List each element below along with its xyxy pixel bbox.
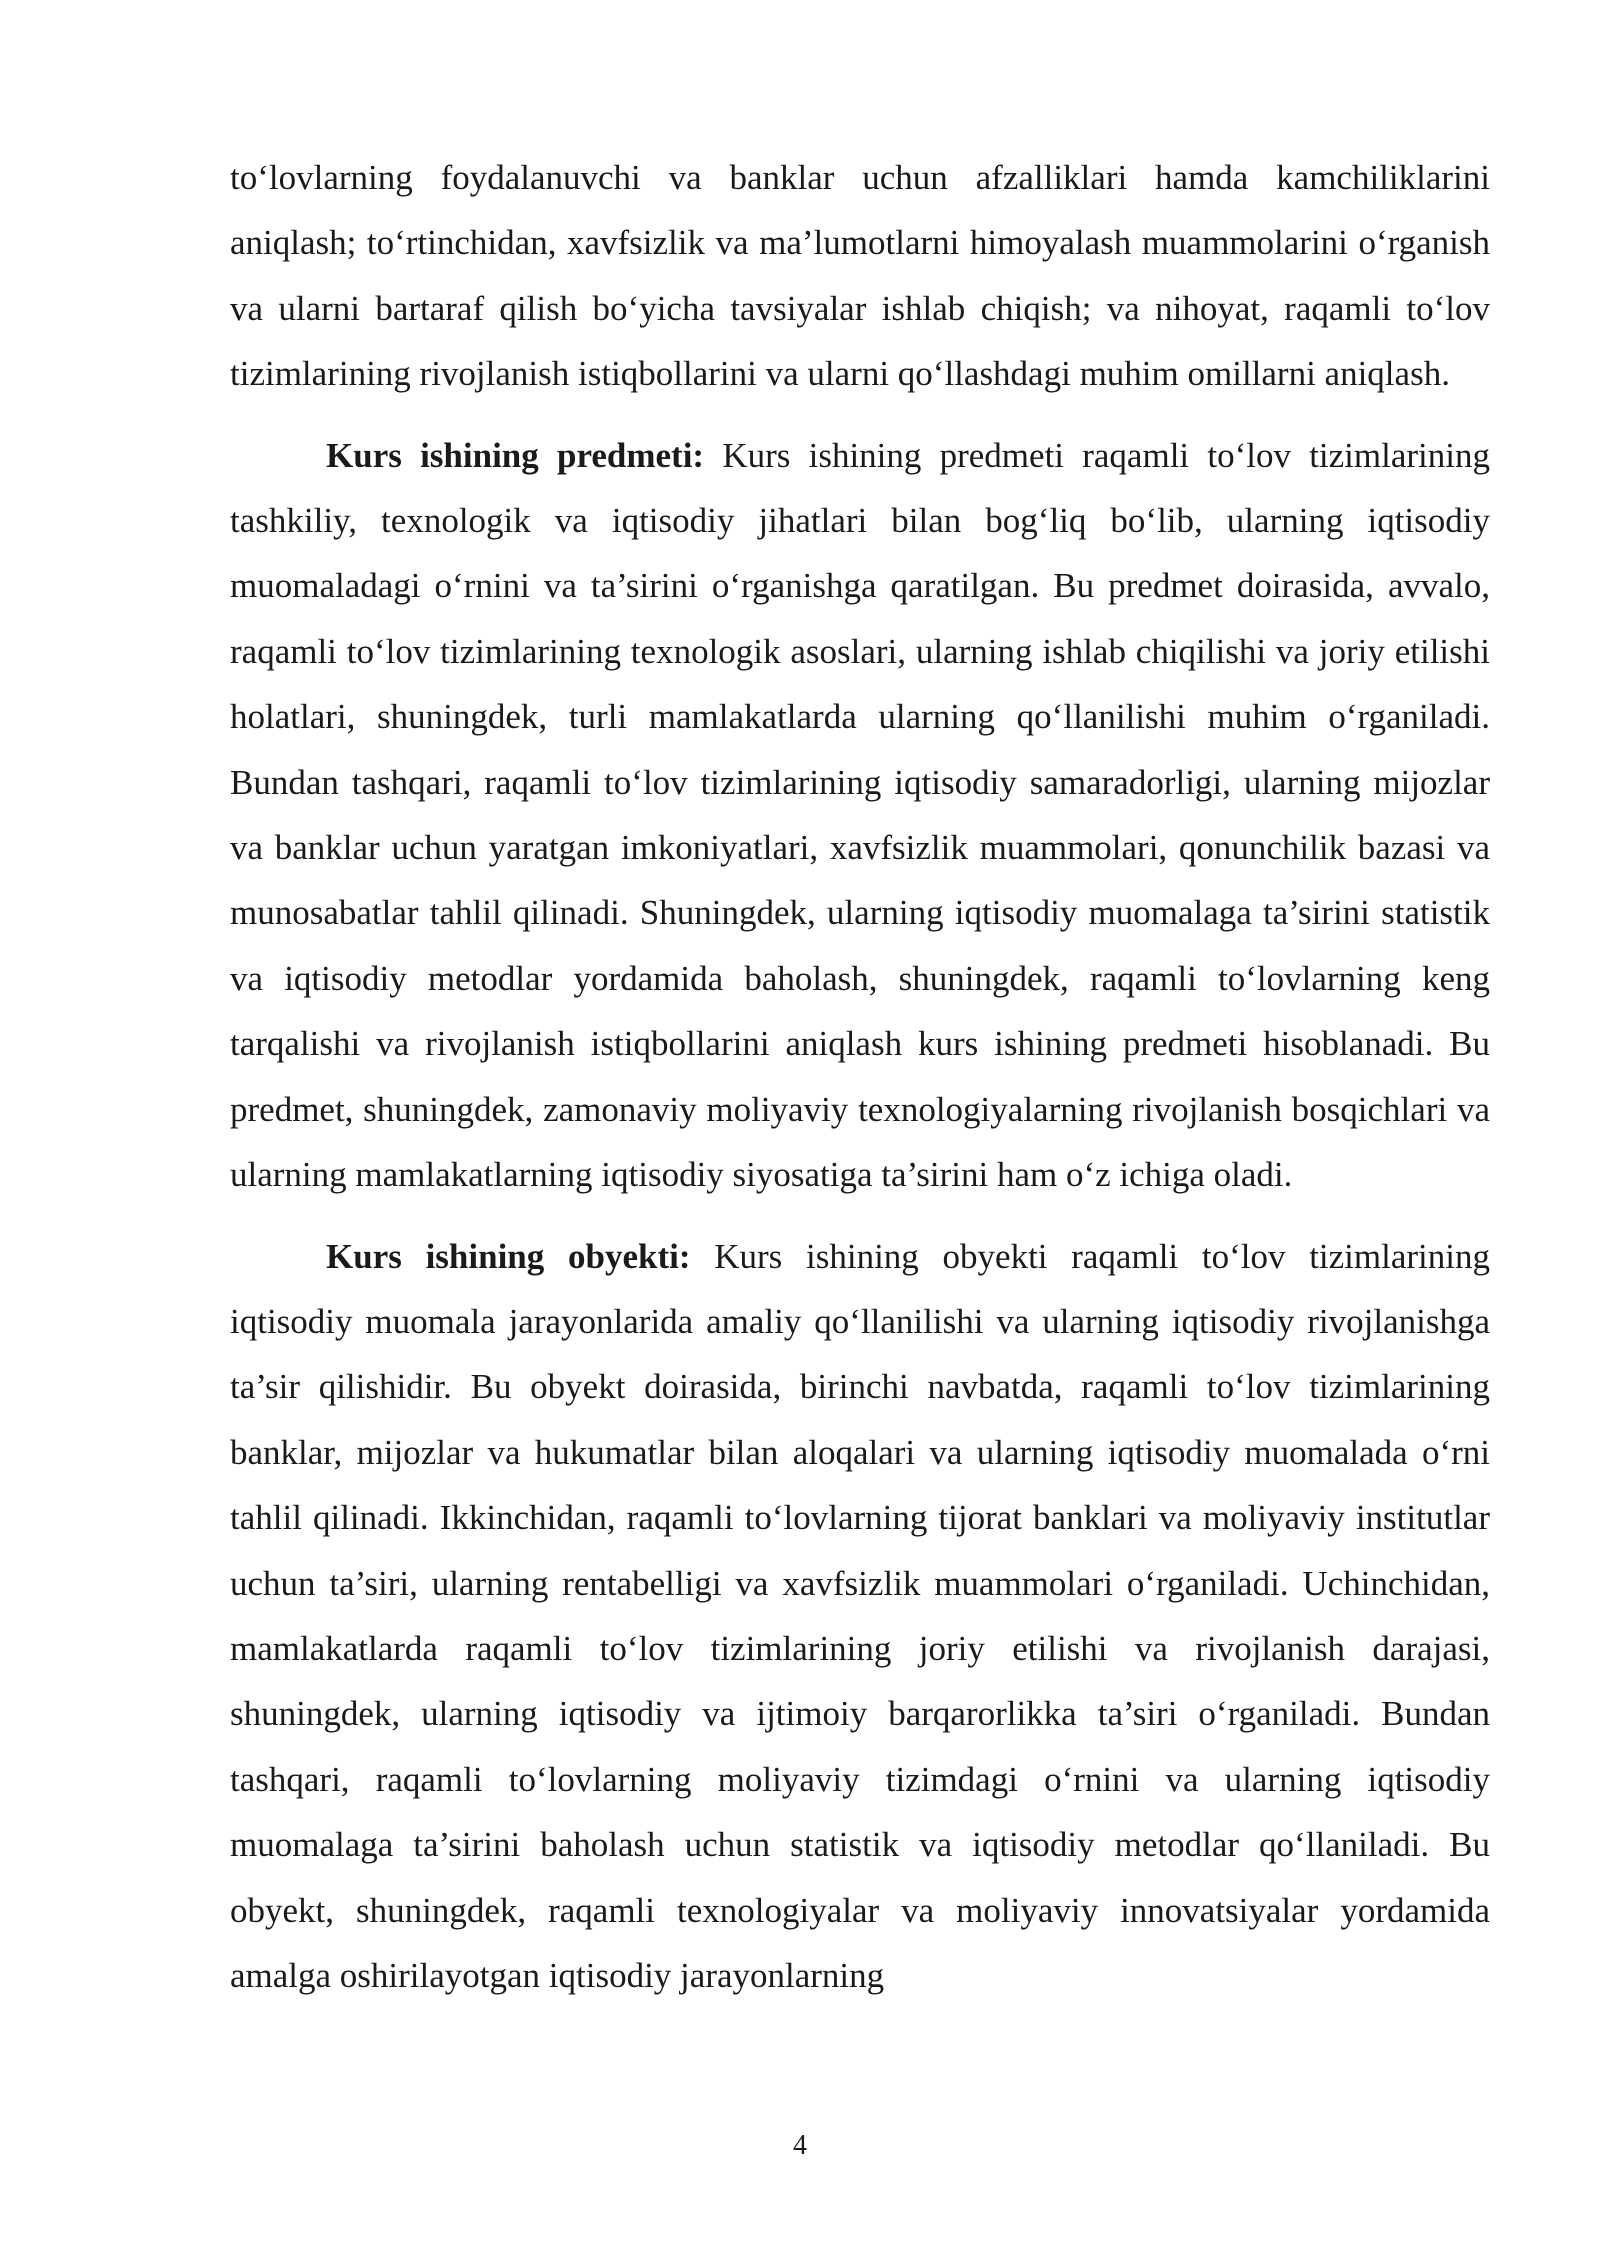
paragraph-object <box>230 1224 1490 2009</box>
page-number: 4 <box>793 2130 807 2161</box>
paragraph-continued <box>230 145 1490 407</box>
document-body <box>230 145 1490 2024</box>
paragraph-text: Kurs ishining obyekti raqamli to‘lov tizimlarining iqtisodiy muomala jarayonlarida amaliy qo‘llanilishi va ularning iqtisodiy rivojlanishga ta’sir qilishidir. Bu obyekt doirasida, birinchi navbatda, raqamli to‘lov tizimlarining banklar, mijozlar va hukumatlar bilan aloqalari va ularning iqtisodiy muomalada o‘rni tahlil qilinadi. Ikkinchidan, raqamli to‘lovlarning tijorat banklari va moliyaviy institutlar uchun ta’siri, ularning rentabelligi va xavfsizlik muammolari o‘rganiladi. Uchinchidan, mamlakatlarda raqamli to‘lov tizimlarining joriy etilishi va rivojlanish darajasi, shuningdek, ularning iqtisodiy va ijtimoiy barqarorlikka ta’siri o‘rganiladi. Bundan tashqari, raqamli to‘lovlarning moliyaviy tizimdagi o‘rnini va ularning iqtisodiy muomalaga ta’sirini baholash uchun statistik va iqtisodiy metodlar qo‘llaniladi. Bu obyekt, shuningdek, raqamli texnologiyalar va moliyaviy innovatsiyalar yordamida amalga oshirilayotgan iqtisodiy jarayonlarning <box>230 1236 1490 1995</box>
inline-heading-subject: Kurs ishining predmeti: <box>326 435 705 475</box>
paragraph-text: Kurs ishining predmeti raqamli to‘lov tizimlarining tashkiliy, texnologik va iqtisodiy jihatlari bilan bog‘liq bo‘lib, ularning iqtisodiy muomaladagi o‘rnini va ta’sirini o‘rganishga qaratilgan. Bu predmet doirasida, avvalo, raqamli to‘lov tizimlarining texnologik asoslari, ularning ishlab chiqilishi va joriy etilishi holatlari, shuningdek, turli mamlakatlarda ularning qo‘llanilishi muhim o‘rganiladi. Bundan tashqari, raqamli to‘lov tizimlarining iqtisodiy samaradorligi, ularning mijozlar va banklar uchun yaratgan imkoniyatlari, xavfsizlik muammolari, qonunchilik bazasi va munosabatlar tahlil qilinadi. Shuningdek, ularning iqtisodiy muomalaga ta’sirini statistik va iqtisodiy metodlar yordamida baholash, shuningdek, raqamli to‘lovlarning keng tarqalishi va rivojlanish istiqbollarini aniqlash kurs ishining predmeti hisoblanadi. Bu predmet, shuningdek, zamonaviy moliyaviy texnologiyalarning rivojlanish bosqichlari va ularning mamlakatlarning iqtisodiy siyosatiga ta’sirini ham o‘z ichiga oladi. <box>230 435 1490 1195</box>
paragraph-subject <box>230 423 1490 1208</box>
paragraph-text: to‘lovlarning foydalanuvchi va banklar uchun afzalliklari hamda kamchiliklarini aniqlash; to‘rtinchidan, xavfsizlik va ma’lumotlarni himoyalash muammolarini o‘rganish va ularni bartaraf qilish bo‘yicha tavsiyalar ishlab chiqish; va nihoyat, raqamli to‘lov tizimlarining rivojlanish istiqbollarini va ularni qo‘llashdagi muhim omillarni aniqlash. <box>230 158 1490 394</box>
inline-heading-object: Kurs ishining obyekti: <box>326 1236 691 1276</box>
